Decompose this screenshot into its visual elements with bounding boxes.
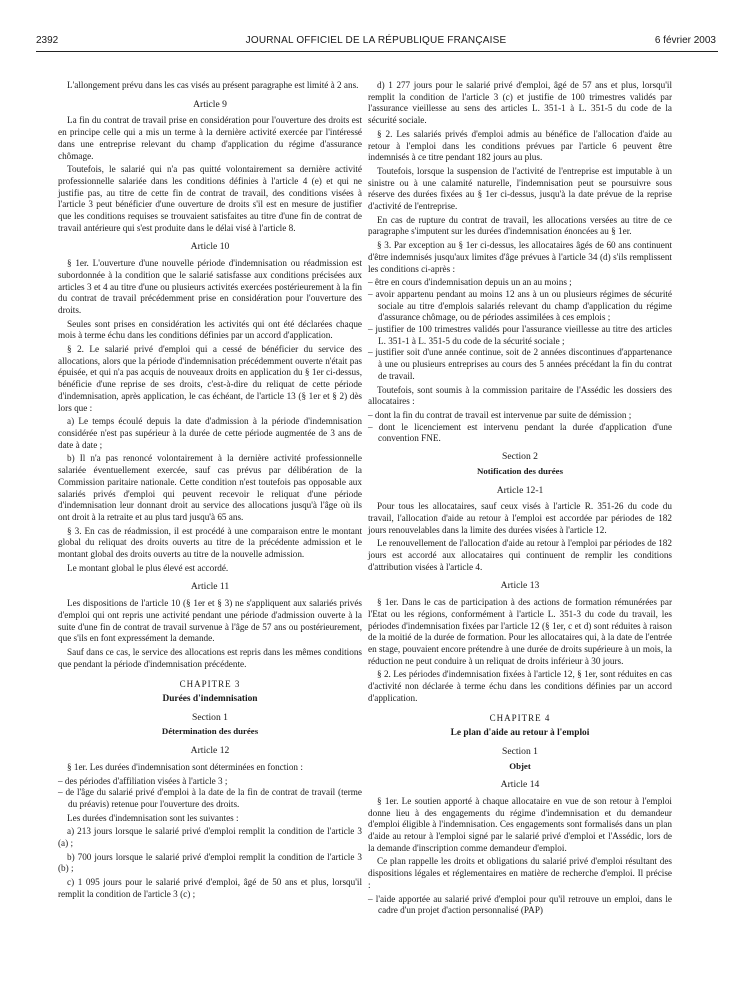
page-header — [36, 33, 716, 51]
paragraph: En cas de rupture du contrat de travail, les allocations versées au titre de ce paragraphe s'imputent sur les durées d'indemnisation énoncées au § 1er. — [368, 214, 672, 237]
paragraph: Toutefois, sont soumis à la commission paritaire de l'Assédic les dossiers des allocataires : — [368, 384, 672, 407]
dash-list — [368, 894, 672, 917]
paragraph: Seules sont prises en considération les activités qui ont été déclarées chaque mois à terme échu dans les conditions définies par un accord d'application. — [58, 318, 362, 341]
paragraph: Toutefois, lorsque la suspension de l'activité de l'entreprise est imputable à un sinistre ou à une calamité naturelle, l'indemnisation peut se poursuivre sous réserve des durées fixées au § 1er ci-dessus, jusqu'à la date prévue de la reprise d'activité de l'entreprise. — [368, 165, 672, 212]
paragraph: § 2. Les salariés privés d'emploi admis au bénéfice de l'allocation d'aide au retour à l'emploi dans les conditions prévues par l'article 6 peuvent être indemnisés à ce titre pendant 182 jours au plus. — [368, 128, 672, 163]
paragraph: § 3. Par exception au § 1er ci-dessus, les allocataires âgés de 60 ans continuent d'être indemnisés jusqu'aux limites d'âge prévues à l'article 34 (d) s'ils remplissent les conditions ci-après : — [368, 240, 672, 274]
section-label: Section 1 — [502, 745, 538, 757]
paragraph: Toutefois, le salarié qui n'a pas quitté volontairement sa dernière activité professionnelle salariée dans les conditions définies à l'article 4 (e) et qui ne justifie pas, au titre de cette fin de contrat de travail, des conditions visées à l'article 3 peut bénéficier d'une ouverture de droits s'il est en mesure de justifier que les conditions requises se trouvaient satisfaites au titre d'une fin de contrat de travail antérieure qui s'est produite dans le délai visé à l'article 8. — [58, 164, 362, 233]
paragraph: c) 1 095 jours pour le salarié privé d'emploi, âgé de 50 ans et plus, lorsqu'il remplit la condition de l'article 3 (c) ; — [58, 877, 362, 899]
section-title: Objet — [509, 760, 531, 771]
article-heading: Article 13 — [500, 580, 540, 592]
article-heading: Article 11 — [190, 581, 230, 593]
paragraph: § 3. En cas de réadmission, il est procédé à une comparaison entre le montant global du reliquat des droits ouverts au titre de la précédente admission et le montant global des droits ouverts au titre de la nouvelle admission. — [58, 525, 362, 560]
header-rule — [36, 51, 718, 52]
list-item: – l'aide apportée au salarié privé d'emploi pour qu'il retrouve un emploi, dans le cadre d'un projet d'action personnalisé (PAP) — [368, 894, 672, 917]
paragraph: b) 700 jours lorsque le salarié privé d'emploi remplit la condition de l'article 3 (b) ; — [58, 851, 362, 874]
chapter-label: CHAPITRE 3 — [179, 679, 241, 690]
list-item: – justifier soit d'une année continue, soit de 2 années discontinues d'appartenance à une ou plusieurs entreprises au cours des 5 années précédant la fin du contrat de travail. — [368, 347, 672, 382]
paragraph: § 1er. Dans le cas de participation à des actions de formation rémunérées par l'Etat ou les régions, conformément à l'article L. 351-3 du code du travail, les périodes d'indemnisation fixées par l'article 12 (§ 1er, c et d) sont réduites à raison de la moitié de la durée de formation. Pour les allocataires qui, à la date de l'entrée en stage, pouvaient encore prétendre à une durée de droits supérieure à un mois, la réduction ne peut conduire à un reliquat de droits inférieur à 30 jours. — [368, 597, 672, 666]
list-item: – être en cours d'indemnisation depuis un an au moins ; — [368, 277, 672, 289]
paragraph: Sauf dans ce cas, le service des allocations est repris dans les mêmes conditions que pendant la période d'indemnisation précédente. — [58, 646, 362, 669]
paragraph: § 1er. L'ouverture d'une nouvelle période d'indemnisation ou réadmission est subordonnée à la condition que le salarié satisfasse aux conditions précisées aux articles 3 et 4 au titre d'une ou plusieurs activités exercées postérieurement à la fin du contrat de travail précédemment prise en considération pour l'ouverture des droits. — [58, 258, 362, 315]
section-label: Section 1 — [192, 711, 228, 723]
paragraph: § 1er. Les durées d'indemnisation sont déterminées en fonction : — [67, 761, 303, 772]
paragraph: Les durées d'indemnisation sont les suivantes : — [67, 812, 239, 823]
chapter-title: Durées d'indemnisation — [162, 694, 258, 705]
article-heading: Article 12-1 — [496, 484, 544, 496]
paragraph: § 1er. Le soutien apporté à chaque allocataire en vue de son retour à l'emploi donne lieu à des engagements du régime d'indemnisation et du demandeur d'emploi éligible à l'indemnisation. Ces engagements sont formalisés dans un plan d'aide au retour à l'emploi signé par le salarié privé d'emploi et l'Assédic, lors de la demande d'inscription comme demandeur d'emploi. — [368, 795, 672, 853]
paragraph: L'allongement prévu dans les cas visés au présent paragraphe est limité à 2 ans. — [67, 80, 359, 90]
list-item: – justifier de 100 trimestres validés pour l'assurance vieillesse au titre des articles L. 351-1 à L. 351-5 du code de la sécurité sociale ; — [368, 324, 672, 347]
publication-date: 6 février 2003 — [654, 35, 716, 46]
article-heading: Article 12 — [190, 745, 230, 757]
paragraph: d) 1 277 jours pour le salarié privé d'emploi, âgé de 57 ans et plus, lorsqu'il remplit la condition de l'article 3 (c) et justifie de 100 trimestres validés par l'assurance vieillesse au sens des articles L. 351-1 à L. 351-5 du code de la sécurité sociale. — [368, 80, 672, 126]
chapter-label: CHAPITRE 4 — [489, 713, 551, 724]
chapter-title: Le plan d'aide au retour à l'emploi — [450, 728, 590, 739]
left-column — [58, 80, 362, 903]
article-heading: Article 10 — [190, 241, 230, 253]
dash-list — [368, 277, 672, 382]
dash-list — [368, 410, 672, 445]
list-item: – dont le licenciement est intervenu pendant la durée d'application d'une convention FNE. — [368, 422, 672, 445]
list-item: – des périodes d'affiliation visées à l'article 3 ; — [58, 776, 362, 788]
dash-list — [58, 776, 362, 811]
paragraph: § 2. Les périodes d'indemnisation fixées à l'article 12, § 1er, sont réduites en cas d'activité non déclarée à terme échu dans les conditions définies par un accord d'application. — [368, 669, 672, 703]
section-title: Notification des durées — [476, 465, 563, 476]
paragraph: Ce plan rappelle les droits et obligations du salarié privé d'emploi résultant des dispositions légales et réglementaires en matière de recherche d'emploi. Il précise : — [368, 856, 672, 890]
paragraph: a) 213 jours lorsque le salarié privé d'emploi remplit la condition de l'article 3 (a) ; — [58, 826, 362, 849]
list-item: – dont la fin du contrat de travail est intervenue par suite de démission ; — [368, 410, 672, 422]
article-heading: Article 14 — [500, 779, 540, 791]
section-label: Section 2 — [502, 451, 538, 463]
paragraph: b) Il n'a pas renoncé volontairement à la dernière activité professionnelle salariée éventuellement exercée, sauf cas prévus par délibération de la Commission paritaire nationale. Cette condition n'est toutefois pas opposable aux salariés privés d'emploi qui peuvent recevoir le reliquat d'une période d'indemnisation leur donnant droit au service des allocations jusqu'à l'âge où ils ont droit à la retraite et au plus tard jusqu'à 65 ans. — [58, 453, 362, 522]
paragraph: Les dispositions de l'article 10 (§ 1er et § 3) ne s'appliquent aux salariés privés d'emploi qui ont repris une activité pendant une période d'admission ouverte à la suite d'une fin de contrat de travail survenue à l'âge de 57 ans ou postérieurement, que s'ils en font expressément la demande. — [58, 598, 362, 644]
paragraph: Pour tous les allocataires, sauf ceux visés à l'article R. 351-26 du code du travail, l'allocation d'aide au retour à l'emploi est accordée par périodes de 182 jours renouvelables dans la limite des durées visées à l'article 12. — [368, 501, 672, 535]
paragraph: a) Le temps écoulé depuis la date d'admission à la période d'indemnisation considérée n'est pas supérieur à la durée de cette période augmentée de 3 ans de date à date ; — [58, 416, 362, 450]
right-column — [368, 80, 672, 919]
paragraph: § 2. Le salarié privé d'emploi qui a cessé de bénéficier du service des allocations, alors que la période d'indemnisation précédemment ouverte n'était pas épuisée, et qui n'a pas acquis de nouveaux droits en application du § 1er ci-dessus, bénéficie d'une reprise de ses droits, c'est-à-dire du reliquat de cette période d'indemnisation, après application, le cas échéant, de l'article 13 (§ 1er et § 2) dès lors que : — [58, 344, 362, 413]
paragraph: Le montant global le plus élevé est accordé. — [67, 562, 229, 573]
journal-title: JOURNAL OFFICIEL DE LA RÉPUBLIQUE FRANÇAISE — [245, 35, 507, 46]
paragraph: Le renouvellement de l'allocation d'aide au retour à l'emploi par périodes de 182 jours est accordé aux allocataires qui continuent de remplir les conditions d'attribution visées à l'article 4. — [368, 538, 672, 572]
list-item: – de l'âge du salarié privé d'emploi à la date de la fin de contrat de travail (terme du préavis) retenue pour l'ouverture des droits. — [58, 787, 362, 810]
page-number: 2392 — [36, 35, 59, 46]
list-item: – avoir appartenu pendant au moins 12 ans à un ou plusieurs régimes de sécurité sociale au titre d'emplois salariés relevant du champ d'application du régime d'assurance chômage, ou de périodes assimilées à ces emplois ; — [368, 289, 672, 324]
article-heading: Article 9 — [193, 98, 227, 110]
paragraph: La fin du contrat de travail prise en considération pour l'ouverture des droits est en principe celle qui a mis un terme à la dernière activité exercée par l'intéressé dans une entreprise relevant du champ d'application du régime d'assurance chômage. — [58, 115, 362, 161]
section-title: Détermination des durées — [161, 726, 259, 737]
